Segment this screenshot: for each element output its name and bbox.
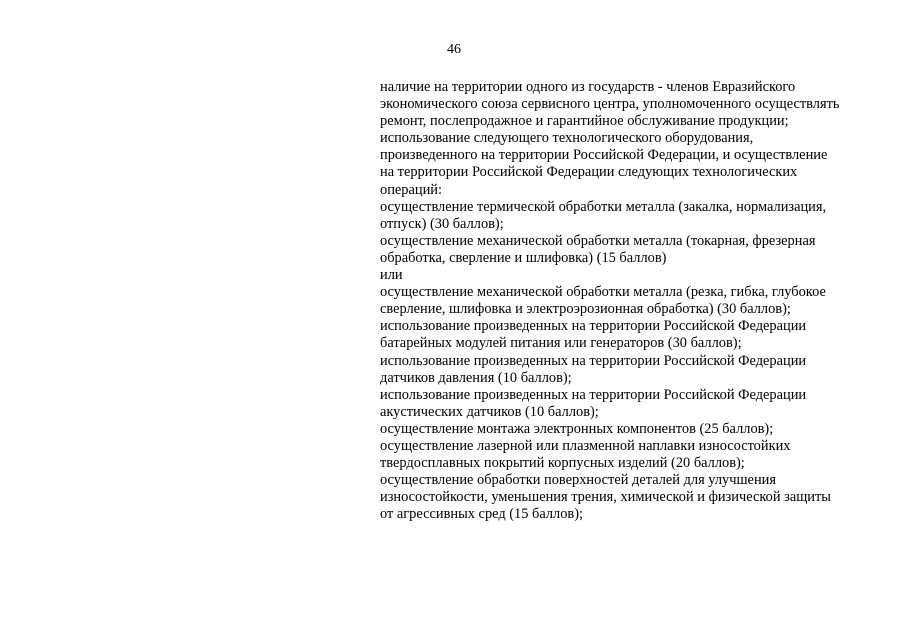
text-line: осуществление механической обработки металла (резка, гибка, глубокое: [380, 284, 826, 301]
text-line: акустических датчиков (10 баллов);: [380, 403, 599, 420]
text-line: датчиков давления (10 баллов);: [380, 369, 572, 386]
text-line: наличие на территории одного из государств - членов Евразийского: [380, 79, 796, 95]
text-line: осуществление лазерной или плазменной наплавки износостойких: [380, 437, 791, 454]
text-line: износостойкости, уменьшения трения, химической и физической защиты: [380, 489, 831, 506]
text-line: осуществление обработки поверхностей деталей для улучшения: [380, 472, 776, 489]
text-line: произведенного на территории Российской Федерации, и осуществление: [380, 147, 828, 164]
text-line: экономического союза сервисного центра, уполномоченного осуществлять: [380, 96, 840, 113]
text-line: батарейных модулей питания или генераторов (30 баллов);: [380, 335, 742, 352]
text-line: или: [380, 267, 403, 284]
page-number: 46: [447, 42, 461, 57]
text-line: обработка, сверление и шлифовка) (15 баллов): [380, 249, 667, 266]
text-line: твердосплавных покрытий корпусных изделий (20 баллов);: [380, 455, 745, 472]
text-line: использование произведенных на территории Российской Федерации: [380, 352, 807, 369]
text-line: использование произведенных на территории Российской Федерации: [380, 386, 807, 403]
text-line: использование произведенных на территории Российской Федерации: [380, 318, 807, 335]
body-text: [380, 79, 880, 523]
text-line: отпуск) (30 баллов);: [380, 215, 504, 232]
text-line: сверление, шлифовка и электроэрозионная обработка) (30 баллов);: [380, 301, 791, 318]
text-line: ремонт, послепродажное и гарантийное обслуживание продукции;: [380, 113, 789, 130]
text-line: от агрессивных сред (15 баллов);: [380, 506, 584, 523]
text-line: использование следующего технологического оборудования,: [380, 130, 754, 147]
text-line: осуществление термической обработки металла (закалка, нормализация,: [380, 198, 827, 215]
text-line: осуществление механической обработки металла (токарная, фрезерная: [380, 232, 816, 249]
text-line: операций:: [380, 181, 442, 198]
text-line: осуществление монтажа электронных компонентов (25 баллов);: [380, 420, 774, 437]
text-line: на территории Российской Федерации следующих технологических: [380, 164, 798, 181]
